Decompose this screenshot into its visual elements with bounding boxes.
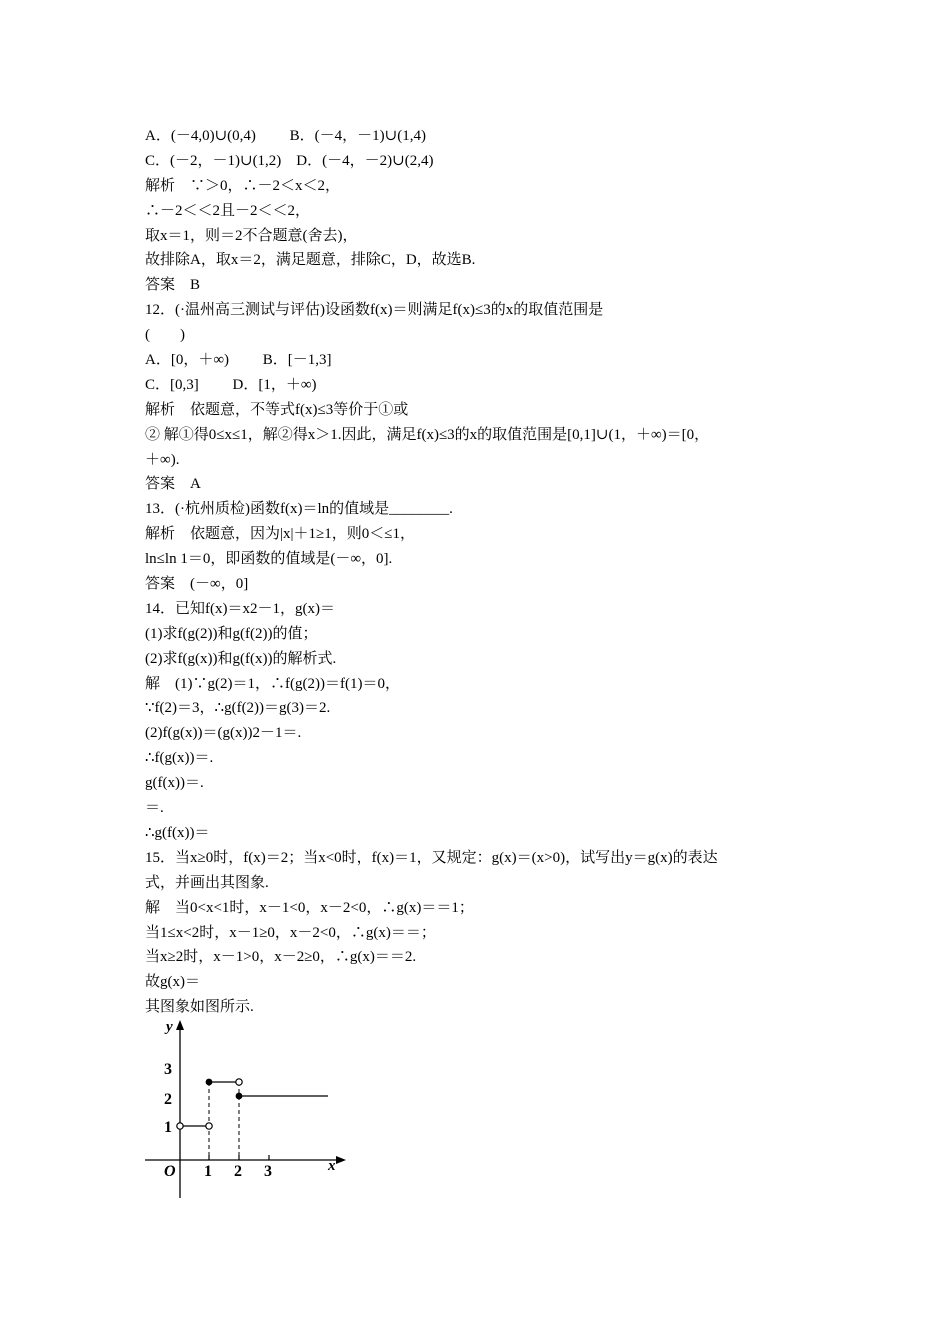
origin-label: O [164,1163,176,1180]
closed-point-2-2 [236,1093,243,1100]
text-line: ∴f(g(x))＝. [145,750,214,767]
text-line: 其图象如图所示. [145,999,254,1016]
open-point-2-2-5 [236,1079,242,1085]
text-line: 故g(x)＝ [145,974,200,991]
text-line: 答案 (－∞，0] [145,576,249,593]
text-line: ln≤ln 1＝0，即函数的值域是(－∞，0]. [145,551,393,568]
text-line: g(f(x))＝. [145,775,204,792]
x-axis-arrow [336,1156,346,1164]
text-line: ② 解①得0≤x≤1，解②得x＞1.因此，满足f(x)≤3的x的取值范围是[0,1]∪(1，＋∞)＝[0， [145,426,710,443]
y-axis-label: y [166,1019,173,1035]
closed-point-1-2-5 [206,1079,213,1086]
text-line: 取x＝1，则＝2不合题意(舍去)， [145,227,358,244]
text-line: 当x≥2时，x－1>0，x－2≥0，∴g(x)＝＝2. [145,949,417,966]
text-line: ＋∞). [145,451,180,468]
text-line: A．(－4,0)∪(0,4) B．(－4，－1)∪(1,4) [145,128,426,144]
x-tick-label-2: 2 [234,1163,242,1180]
text-line: (2)求f(g(x))和g(f(x))的解析式. [145,650,337,667]
text-line: ＝. [145,800,164,817]
text-line: A．[0，＋∞) B．[－1,3] [145,352,332,369]
text-line: 解析 依题意，不等式f(x)≤3等价于①或 [145,401,409,418]
open-point-1-1 [206,1123,212,1129]
text-line: ∴－2＜＜2且－2＜＜2， [145,202,311,219]
x-tick-label-1: 1 [204,1163,212,1180]
x-tick-label-3: 3 [264,1163,272,1180]
text-line: C．[0,3] D．[1，＋∞) [145,376,317,393]
text-line: 解析 ∵＞0，∴－2＜x＜2， [145,177,341,194]
x-axis-label: x [328,1158,336,1174]
text-line: 答案 A [145,476,201,493]
text-line: 解 当0<x<1时，x－1<0，x－2<0，∴g(x)＝＝1； [145,899,474,916]
text-line: ( ) [145,327,185,344]
text-line: 14．已知f(x)＝x2－1，g(x)＝ [145,600,335,617]
y-tick-label-2: 2 [164,1091,172,1108]
text-line: 解析 依题意，因为|x|＋1≥1，则0＜≤1， [145,526,415,543]
y-tick-label-3: 3 [164,1061,172,1078]
text-line: 15．当x≥0时，f(x)＝2；当x<0时，f(x)＝1，又规定：g(x)＝(x>0)，试写出y＝g(x)的表达 [145,849,718,866]
text-line: 答案 B [145,277,201,294]
text-line: 解 (1)∵g(2)＝1，∴f(g(2))＝f(1)＝0， [145,675,400,692]
text-line: 当1≤x<2时，x－1≥0，x－2<0，∴g(x)＝＝； [145,924,436,941]
text-line: (1)求f(g(2))和g(f(2))的值； [145,625,318,642]
text-line: 13．(·杭州质检)函数f(x)＝ln的值域是________. [145,501,453,518]
text-line: 12．(·温州高三测试与评估)设函数f(x)＝则满足f(x)≤3的x的取值范围是 [145,302,604,319]
y-axis-arrow [176,1020,184,1030]
open-point-0-1 [177,1123,183,1129]
text-line: (2)f(g(x))＝(g(x))2－1＝. [145,725,302,742]
y-tick-label-1: 1 [164,1119,172,1136]
text-line: C．(－2，－1)∪(1,2) D．(－4，－2)∪(2,4) [145,152,434,169]
text-line: ∵f(2)＝3，∴g(f(2))＝g(3)＝2. [145,700,331,717]
text-line: 故排除A，取x＝2，满足题意，排除C，D，故选B. [145,252,476,269]
step-function-graph [140,1015,355,1205]
document-body [145,124,825,1020]
text-line: ∴g(f(x))＝ [145,824,210,841]
text-line: 式，并画出其图象. [145,874,269,891]
